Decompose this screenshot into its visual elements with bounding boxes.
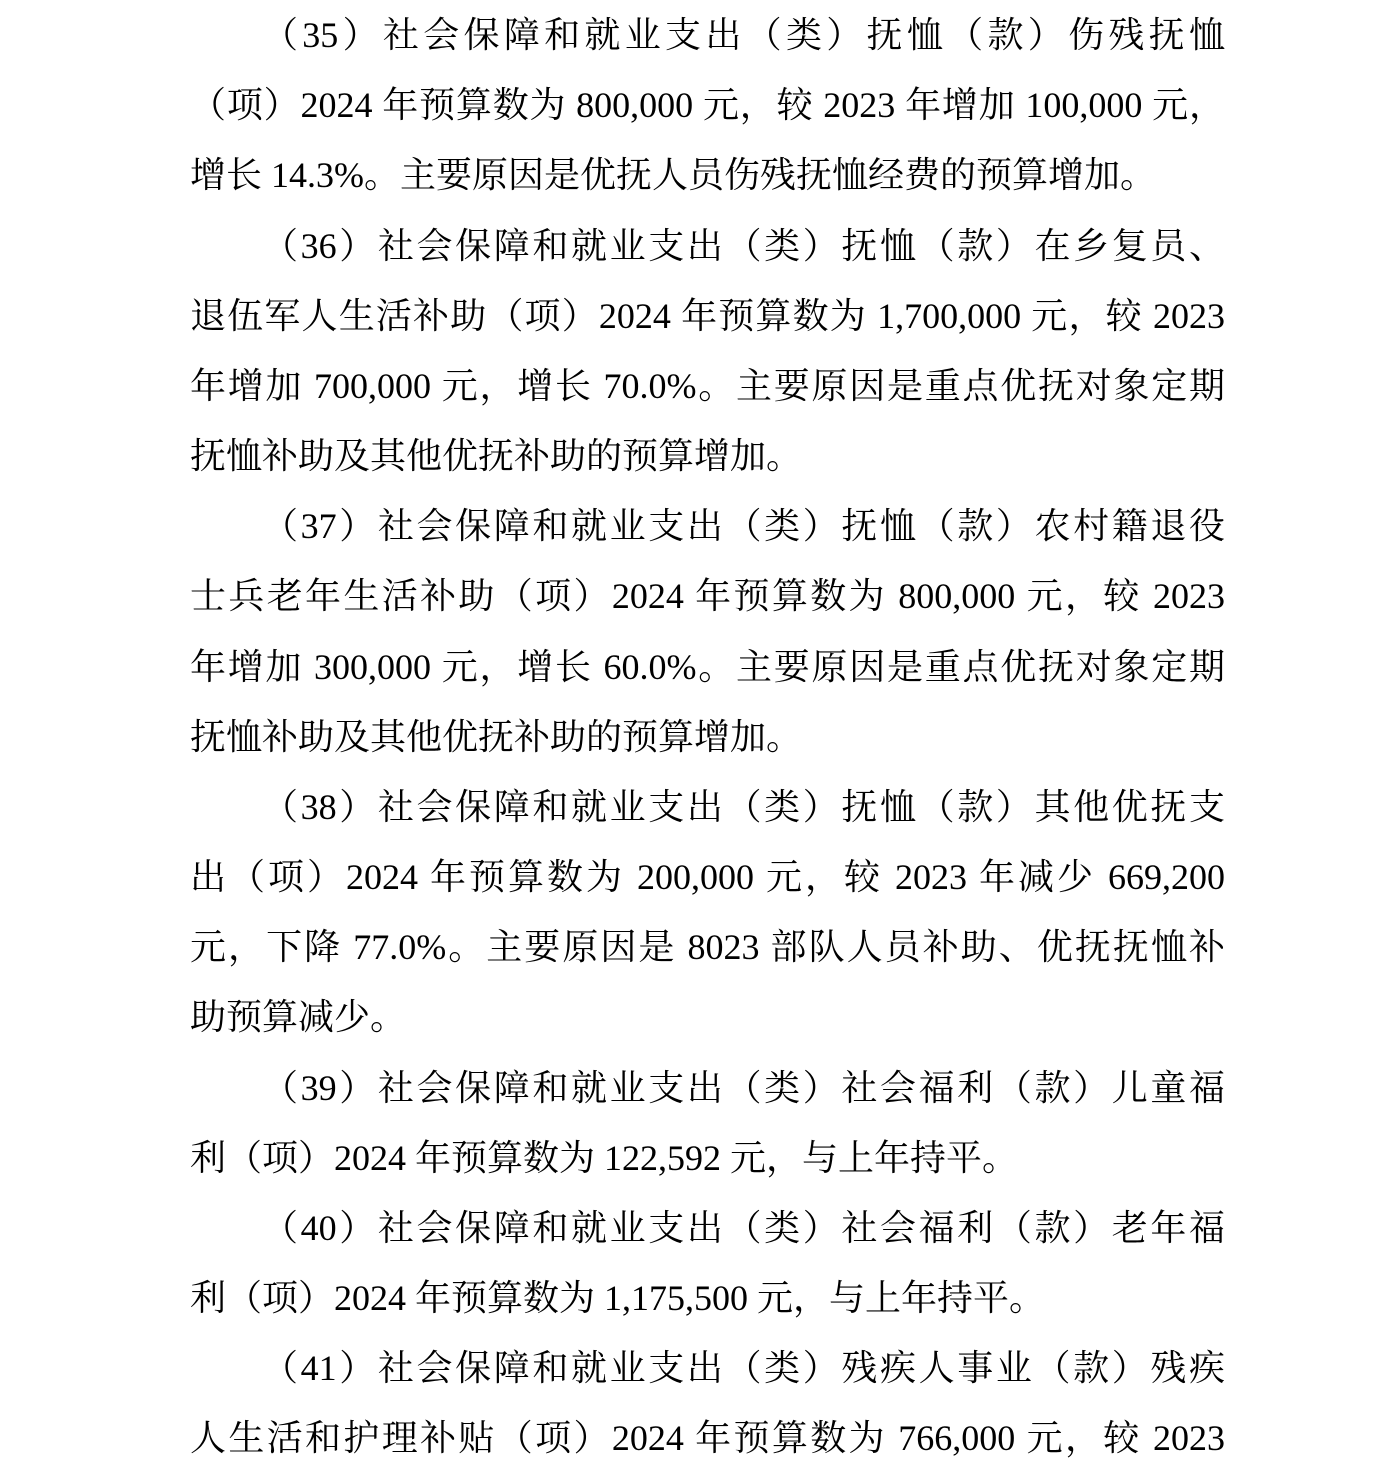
text-line: （项）2024 年预算数为 800,000 元，较 2023 年增加 100,000 元， [190,85,1225,126]
text-line: （40）社会保障和就业支出（类）社会福利（款）老年福 [262,1207,1225,1248]
text-line: 利（项）2024 年预算数为 1,175,500 元，与上年持平。 [190,1278,1046,1319]
text-line: 出（项）2024 年预算数为 200,000 元，较 2023 年减少 669,200 [190,857,1225,898]
paragraph-37 [190,491,1225,772]
text-line: （37）社会保障和就业支出（类）抚恤（款）农村籍退役 [262,506,1225,547]
text-line: （39）社会保障和就业支出（类）社会福利（款）儿童福 [262,1067,1225,1108]
text-line: 增长 14.3%。主要原因是优抚人员伤残抚恤经费的预算增加。 [190,155,1156,196]
text-line: （38）社会保障和就业支出（类）抚恤（款）其他优抚支 [262,786,1225,827]
text-line: 助预算减少。 [190,997,407,1038]
text-line: （41）社会保障和就业支出（类）残疾人事业（款）残疾 [262,1348,1225,1389]
paragraph-39 [190,1053,1225,1193]
text-line: 人生活和护理补贴（项）2024 年预算数为 766,000 元，较 2023 [190,1418,1225,1459]
paragraph-40 [190,1193,1225,1333]
text-line: 元，下降 77.0%。主要原因是 8023 部队人员补助、优抚抚恤补 [190,927,1225,968]
text-line: 年增加 300,000 元，增长 60.0%。主要原因是重点优抚对象定期 [190,646,1225,687]
paragraph-38 [190,772,1225,1053]
text-line: （36）社会保障和就业支出（类）抚恤（款）在乡复员、 [262,225,1225,266]
document-body [190,0,1225,1474]
text-line: 抚恤补助及其他优抚补助的预算增加。 [190,716,803,757]
text-line: 年增加 700,000 元，增长 70.0%。主要原因是重点优抚对象定期 [190,365,1225,406]
text-line: 抚恤补助及其他优抚补助的预算增加。 [190,436,803,477]
text-line: 退伍军人生活补助（项）2024 年预算数为 1,700,000 元，较 2023 [190,295,1225,336]
paragraph-41 [190,1333,1225,1473]
text-line: 士兵老年生活补助（项）2024 年预算数为 800,000 元，较 2023 [190,576,1225,617]
paragraph-36 [190,211,1225,492]
text-line: （35）社会保障和就业支出（类）抚恤（款）伤残抚恤 [262,15,1225,55]
text-line: 利（项）2024 年预算数为 122,592 元，与上年持平。 [190,1137,1019,1178]
paragraph-35 [190,0,1225,211]
